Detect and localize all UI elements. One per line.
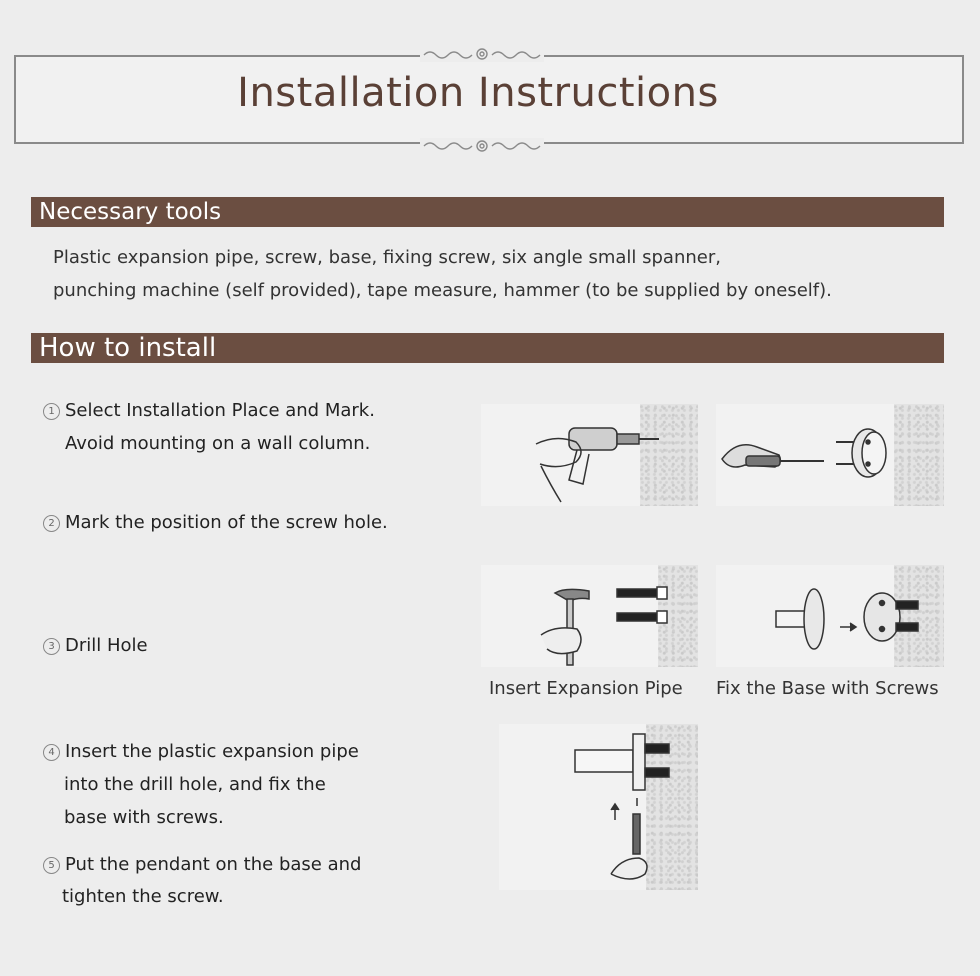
step-text: Mark the position of the screw hole.	[65, 512, 388, 533]
step-4-line-3: base with screws.	[64, 807, 224, 828]
caption-insert-pipe: Insert Expansion Pipe	[489, 678, 683, 699]
step-4	[43, 735, 359, 768]
ornament-top-icon	[420, 46, 544, 62]
step-number-badge: 1	[43, 403, 60, 420]
step-number-badge: 3	[43, 638, 60, 655]
screwdriver-illustration	[716, 404, 944, 506]
caption-fix-base: Fix the Base with Screws	[716, 678, 939, 699]
step-number-badge: 5	[43, 857, 60, 874]
drill-illustration	[481, 404, 698, 506]
base-illustration	[716, 565, 944, 667]
step-5	[43, 848, 361, 881]
step-number-badge: 2	[43, 515, 60, 532]
step-text: Insert the plastic expansion pipe	[65, 741, 359, 762]
step-1-line-2: Avoid mounting on a wall column.	[65, 433, 371, 454]
step-1	[43, 394, 375, 427]
step-text: Select Installation Place and Mark.	[65, 400, 375, 421]
page-title: Installation Instructions	[237, 70, 719, 116]
tools-line-1: Plastic expansion pipe, screw, base, fixing screw, six angle small spanner,	[53, 247, 721, 268]
step-text: Put the pendant on the base and	[65, 854, 362, 875]
tools-line-2: punching machine (self provided), tape measure, hammer (to be supplied by oneself).	[53, 280, 832, 301]
hammer-illustration	[481, 565, 698, 667]
step-3	[43, 629, 148, 662]
step-number-badge: 4	[43, 744, 60, 761]
step-4-line-2: into the drill hole, and fix the	[64, 774, 326, 795]
step-5-line-2: tighten the screw.	[62, 886, 224, 907]
ornament-bottom-icon	[420, 138, 544, 154]
step-2	[43, 506, 388, 539]
step-text: Drill Hole	[65, 635, 148, 656]
pendant-illustration	[499, 724, 698, 890]
section-heading-tools: Necessary tools	[31, 197, 944, 227]
section-heading-install: How to install	[31, 333, 944, 363]
